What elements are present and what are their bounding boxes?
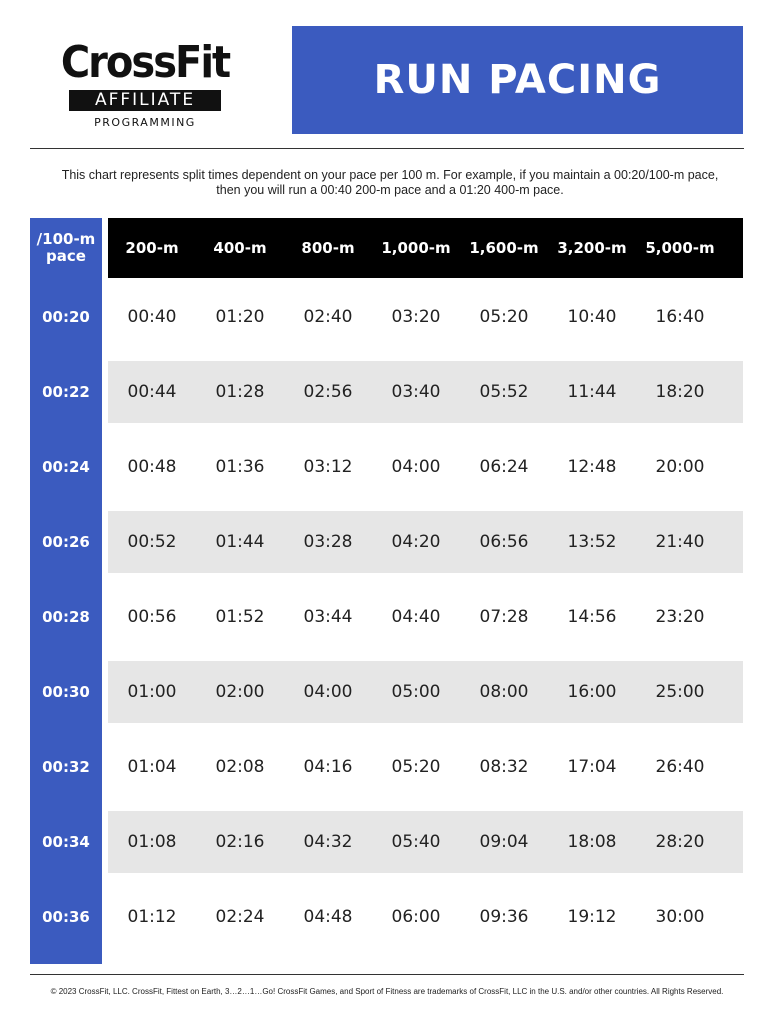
split-time-cell: 25:00 — [655, 682, 705, 702]
split-time-cell: 26:40 — [655, 757, 705, 777]
split-time-cell: 01:04 — [127, 757, 177, 777]
split-time-cell: 03:44 — [303, 607, 353, 627]
split-time-cell: 18:08 — [567, 832, 617, 852]
split-time-cell: 04:48 — [303, 907, 353, 927]
split-time-cell: 00:56 — [127, 607, 177, 627]
pace-cell: 00:36 — [42, 908, 90, 926]
split-time-cell: 02:56 — [303, 382, 353, 402]
split-time-cell: 01:20 — [215, 307, 265, 327]
split-time-cell: 30:00 — [655, 907, 705, 927]
split-time-cell: 04:00 — [391, 457, 441, 477]
table-row — [108, 286, 743, 348]
bottom-divider — [30, 974, 744, 975]
intro-text: This chart represents split times dependent on your pace per 100 m. For example, if you maintain a 00:20/100-m pace, then you will run a 00:40 200-m pace and a 01:20 400-m pace. — [61, 168, 719, 197]
split-time-cell: 04:00 — [303, 682, 353, 702]
split-time-cell: 01:28 — [215, 382, 265, 402]
split-time-cell: 06:24 — [479, 457, 529, 477]
pace-cell: 00:34 — [42, 833, 90, 851]
table-row — [108, 361, 743, 423]
title-banner — [292, 26, 743, 134]
split-time-cell: 03:12 — [303, 457, 353, 477]
crossfit-affiliate-logo — [60, 40, 230, 129]
split-time-cell: 13:52 — [567, 532, 617, 552]
pace-cell: 00:32 — [42, 758, 90, 776]
column-header: 800-m — [301, 239, 355, 257]
split-time-cell: 05:52 — [479, 382, 529, 402]
column-header: 400-m — [213, 239, 267, 257]
split-time-cell: 08:32 — [479, 757, 529, 777]
pace-cell: 00:20 — [42, 308, 90, 326]
split-time-cell: 05:40 — [391, 832, 441, 852]
split-time-cell: 00:48 — [127, 457, 177, 477]
split-time-cell: 18:20 — [655, 382, 705, 402]
table-row — [108, 436, 743, 498]
column-header: 1,600-m — [469, 239, 539, 257]
table-row — [108, 886, 743, 948]
split-time-cell: 04:20 — [391, 532, 441, 552]
split-time-cell: 02:24 — [215, 907, 265, 927]
column-header: 3,200-m — [557, 239, 627, 257]
column-header: 1,000-m — [381, 239, 451, 257]
split-time-cell: 19:12 — [567, 907, 617, 927]
logo-affiliate: AFFILIATE — [69, 90, 221, 111]
pace-cell: 00:24 — [42, 458, 90, 476]
split-time-cell: 10:40 — [567, 307, 617, 327]
split-time-cell: 16:00 — [567, 682, 617, 702]
split-time-cell: 09:04 — [479, 832, 529, 852]
split-time-cell: 00:40 — [127, 307, 177, 327]
split-time-cell: 17:04 — [567, 757, 617, 777]
split-time-cell: 01:08 — [127, 832, 177, 852]
split-time-cell: 06:56 — [479, 532, 529, 552]
split-time-cell: 01:00 — [127, 682, 177, 702]
table-row — [108, 661, 743, 723]
split-time-cell: 07:28 — [479, 607, 529, 627]
table-row — [108, 586, 743, 648]
split-time-cell: 28:20 — [655, 832, 705, 852]
split-time-cell: 01:36 — [215, 457, 265, 477]
pace-cell: 00:26 — [42, 533, 90, 551]
table-row — [108, 511, 743, 573]
split-time-cell: 21:40 — [655, 532, 705, 552]
split-time-cell: 04:16 — [303, 757, 353, 777]
logo-programming: PROGRAMMING — [94, 116, 196, 129]
column-header: 200-m — [125, 239, 179, 257]
split-time-cell: 01:12 — [127, 907, 177, 927]
split-time-cell: 14:56 — [567, 607, 617, 627]
table-header-row — [108, 218, 743, 278]
table-row — [108, 736, 743, 798]
split-time-cell: 06:00 — [391, 907, 441, 927]
split-time-cell: 02:40 — [303, 307, 353, 327]
table-row — [108, 811, 743, 873]
split-time-cell: 11:44 — [567, 382, 617, 402]
split-time-cell: 02:08 — [215, 757, 265, 777]
split-time-cell: 20:00 — [655, 457, 705, 477]
split-time-cell: 01:44 — [215, 532, 265, 552]
split-time-cell: 04:32 — [303, 832, 353, 852]
split-time-cell: 16:40 — [655, 307, 705, 327]
split-time-cell: 09:36 — [479, 907, 529, 927]
split-time-cell: 23:20 — [655, 607, 705, 627]
split-time-cell: 04:40 — [391, 607, 441, 627]
split-time-cell: 02:16 — [215, 832, 265, 852]
logo-wordmark: CrossFit — [60, 38, 230, 88]
split-time-cell: 05:20 — [391, 757, 441, 777]
split-time-cell: 03:40 — [391, 382, 441, 402]
split-time-cell: 05:20 — [479, 307, 529, 327]
split-time-cell: 08:00 — [479, 682, 529, 702]
split-time-cell: 12:48 — [567, 457, 617, 477]
page-title: RUN PACING — [373, 57, 662, 103]
pace-cell: 00:22 — [42, 383, 90, 401]
split-time-cell: 05:00 — [391, 682, 441, 702]
split-time-cell: 03:28 — [303, 532, 353, 552]
pace-cell: 00:28 — [42, 608, 90, 626]
split-time-cell: 01:52 — [215, 607, 265, 627]
column-header: 5,000-m — [645, 239, 715, 257]
split-time-cell: 03:20 — [391, 307, 441, 327]
split-time-cell: 02:00 — [215, 682, 265, 702]
split-time-cell: 00:52 — [127, 532, 177, 552]
top-divider — [30, 148, 744, 149]
pace-cell: 00:30 — [42, 683, 90, 701]
copyright-footer: © 2023 CrossFit, LLC. CrossFit, Fittest on Earth, 3…2…1…Go! CrossFit Games, and Sport of Fitness are trademarks of CrossFit, LLC in the U.S. and/or other countries. All Rights Reserved. — [50, 987, 724, 996]
pace-column-header: /100-m pace — [36, 230, 96, 265]
split-time-cell: 00:44 — [127, 382, 177, 402]
